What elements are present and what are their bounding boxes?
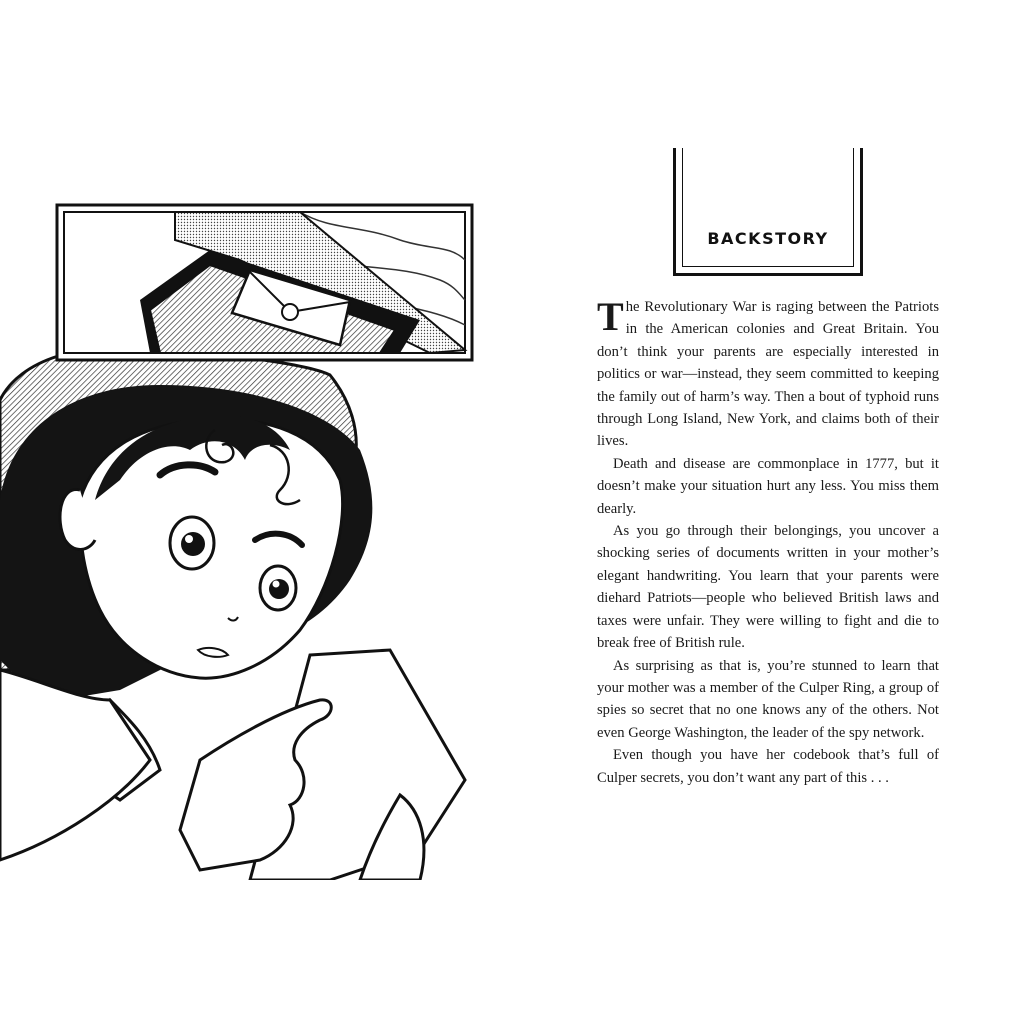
drop-cap: T <box>597 294 624 339</box>
inset-panel-hidden-letter <box>57 205 472 360</box>
section-title: BACKSTORY <box>707 229 829 248</box>
story-text <box>597 296 939 789</box>
paragraph-2: Death and disease are commonplace in 1777, but it doesn’t make your situation hurt any less. You miss them dearly. <box>597 455 939 517</box>
paragraph-1: The Revolutionary War is raging between the Patriots in the American colonies and Great Britain. You don’t think your parents are especially interested in politics or war—instead, they seem committed to keeping the family out of harm’s way. Then a bout of typhoid runs through Long Island, New York, and claims both of their lives. <box>597 294 939 450</box>
paragraph-4: As surprising as that is, you’re stunned to learn that your mother was a member of the Culper Ring, a group of spies so secret that no one knows any of the others. Not even George Washington, the leader of the spy network. <box>597 657 939 741</box>
girl-character <box>0 347 465 880</box>
section-header-frame <box>673 148 863 276</box>
paragraph-3: As you go through their belongings, you uncover a shocking series of documents written in your mother’s elegant handwriting. You learn that your parents were diehard Patriots—people who believed British laws and taxes were unfair. They were willing to fight and die to break free of British rule. <box>597 523 939 652</box>
paragraph-5: Even though you have her codebook that’s full of Culper secrets, you don’t want any part of this . . . <box>597 747 939 786</box>
comic-illustration <box>0 200 480 880</box>
